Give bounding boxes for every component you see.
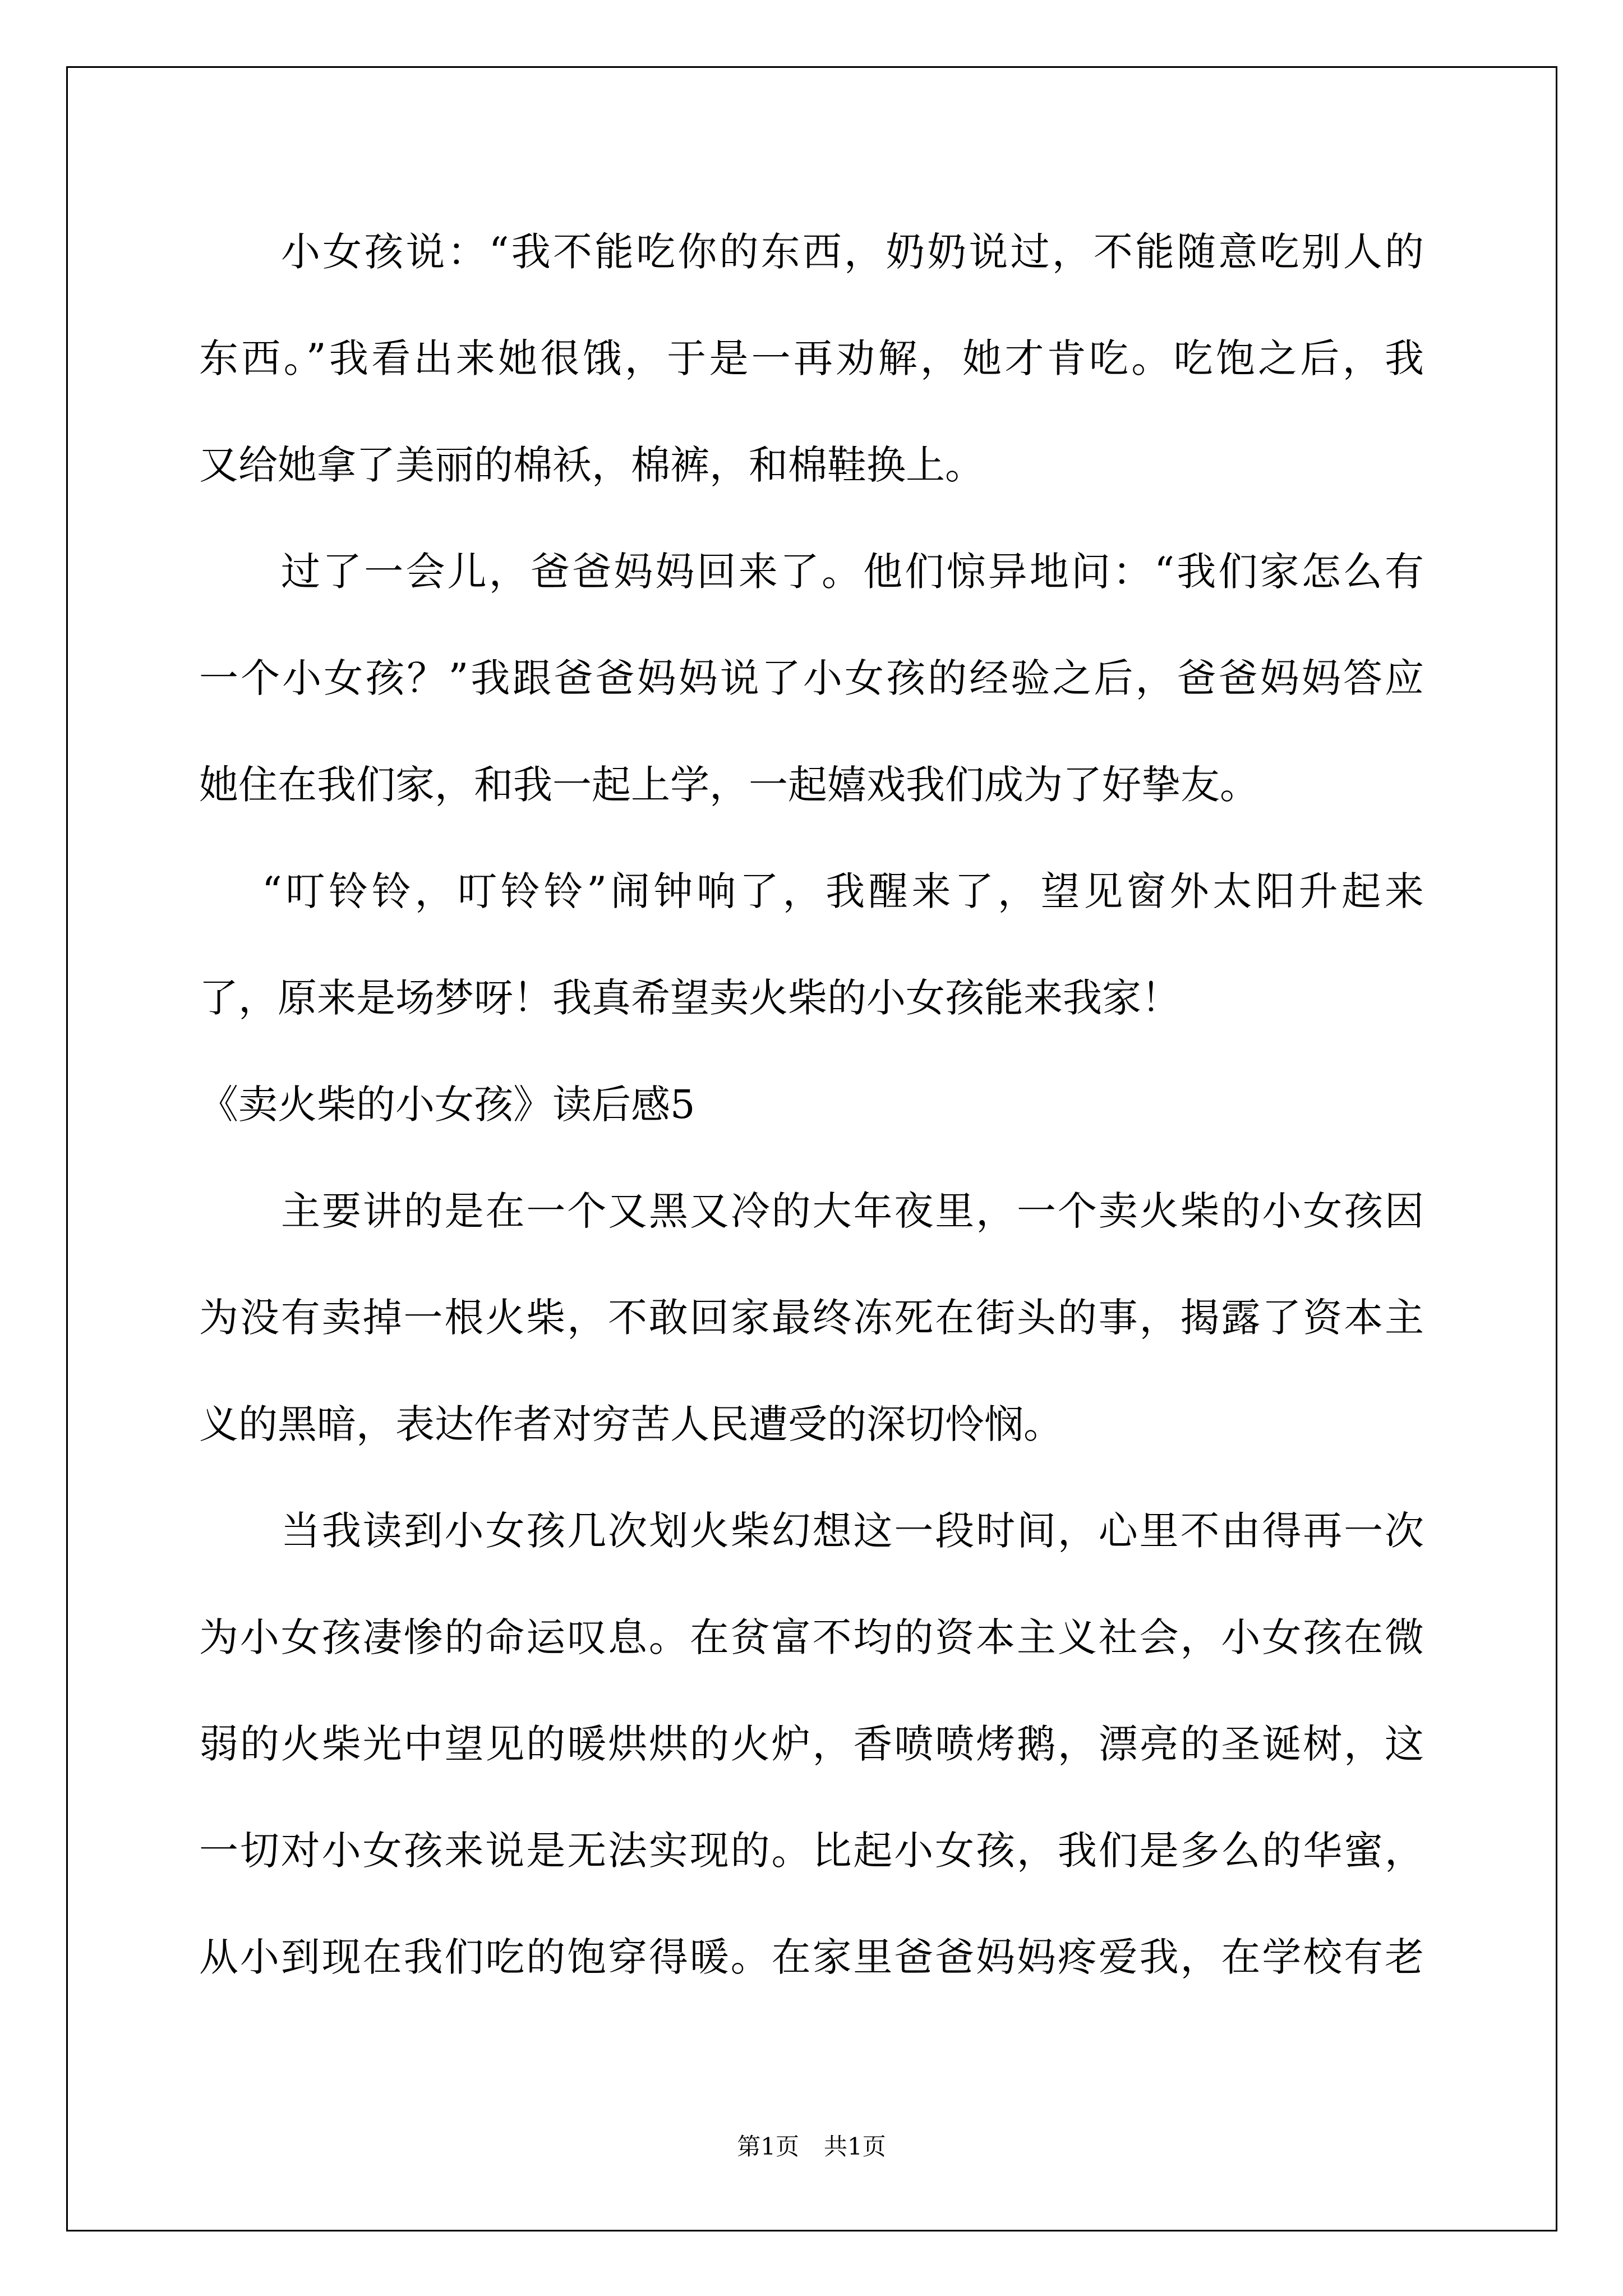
paragraph: [199, 1158, 1424, 1478]
section-heading: 《卖火柴的小女孩》读后感5: [199, 1082, 695, 1128]
text-line: 当我读到小女孩几次划火柴幻想这一段时间，心里不由得再一次: [281, 1508, 1424, 1554]
text-line: 主要讲的是在一个又黑又冷的大年夜里，一个卖火柴的小女孩因: [281, 1188, 1424, 1234]
text-line: 小女孩说：“我不能吃你的东西，奶奶说过，不能随意吃别人的: [281, 229, 1424, 275]
text-line: 一个小女孩？”我跟爸爸妈妈说了小女孩的经验之后，爸爸妈妈答应: [199, 655, 1424, 701]
paragraph: [199, 518, 1424, 838]
text-line: 过了一会儿，爸爸妈妈回来了。他们惊异地问：“我们家怎么有: [281, 549, 1424, 595]
text-line: 又给她拿了美丽的棉袄，棉裤，和棉鞋换上。: [199, 442, 984, 488]
paragraph: [199, 838, 1424, 1051]
text-line: 东西。”我看出来她很饿，于是一再劝解，她才肯吃。吃饱之后，我: [199, 335, 1424, 381]
current-page-label: 第1页: [737, 2133, 799, 2160]
text-line: 为没有卖掉一根火柴，不敢回家最终冻死在街头的事，揭露了资本主: [199, 1295, 1424, 1341]
paragraph: [199, 1478, 1424, 2010]
total-pages-label: 共1页: [824, 2133, 886, 2160]
text-line: “叮铃铃，叮铃铃”闹钟响了，我醒来了，望见窗外太阳升起来: [262, 868, 1424, 914]
paragraph: [199, 199, 1424, 518]
text-line: 一切对小女孩来说是无法实现的。比起小女孩，我们是多么的华蜜，: [199, 1828, 1424, 1874]
text-line: 弱的火柴光中望见的暖烘烘的火炉，香喷喷烤鹅，漂亮的圣诞树，这: [199, 1721, 1424, 1767]
text-line: 为小女孩凄惨的命运叹息。在贫富不均的资本主义社会，小女孩在微: [199, 1614, 1424, 1660]
text-line: 从小到现在我们吃的饱穿得暖。在家里爸爸妈妈疼爱我，在学校有老: [199, 1934, 1424, 1980]
document-body: [199, 199, 1424, 2010]
text-line: 她住在我们家，和我一起上学，一起嬉戏我们成为了好挚友。: [199, 762, 1259, 808]
text-line: 了，原来是场梦呀！我真希望卖火柴的小女孩能来我家！: [199, 975, 1181, 1021]
page-footer: [0, 2130, 1623, 2164]
text-line: 义的黑暗，表达作者对穷苦人民遭受的深切怜悯。: [199, 1401, 1063, 1447]
